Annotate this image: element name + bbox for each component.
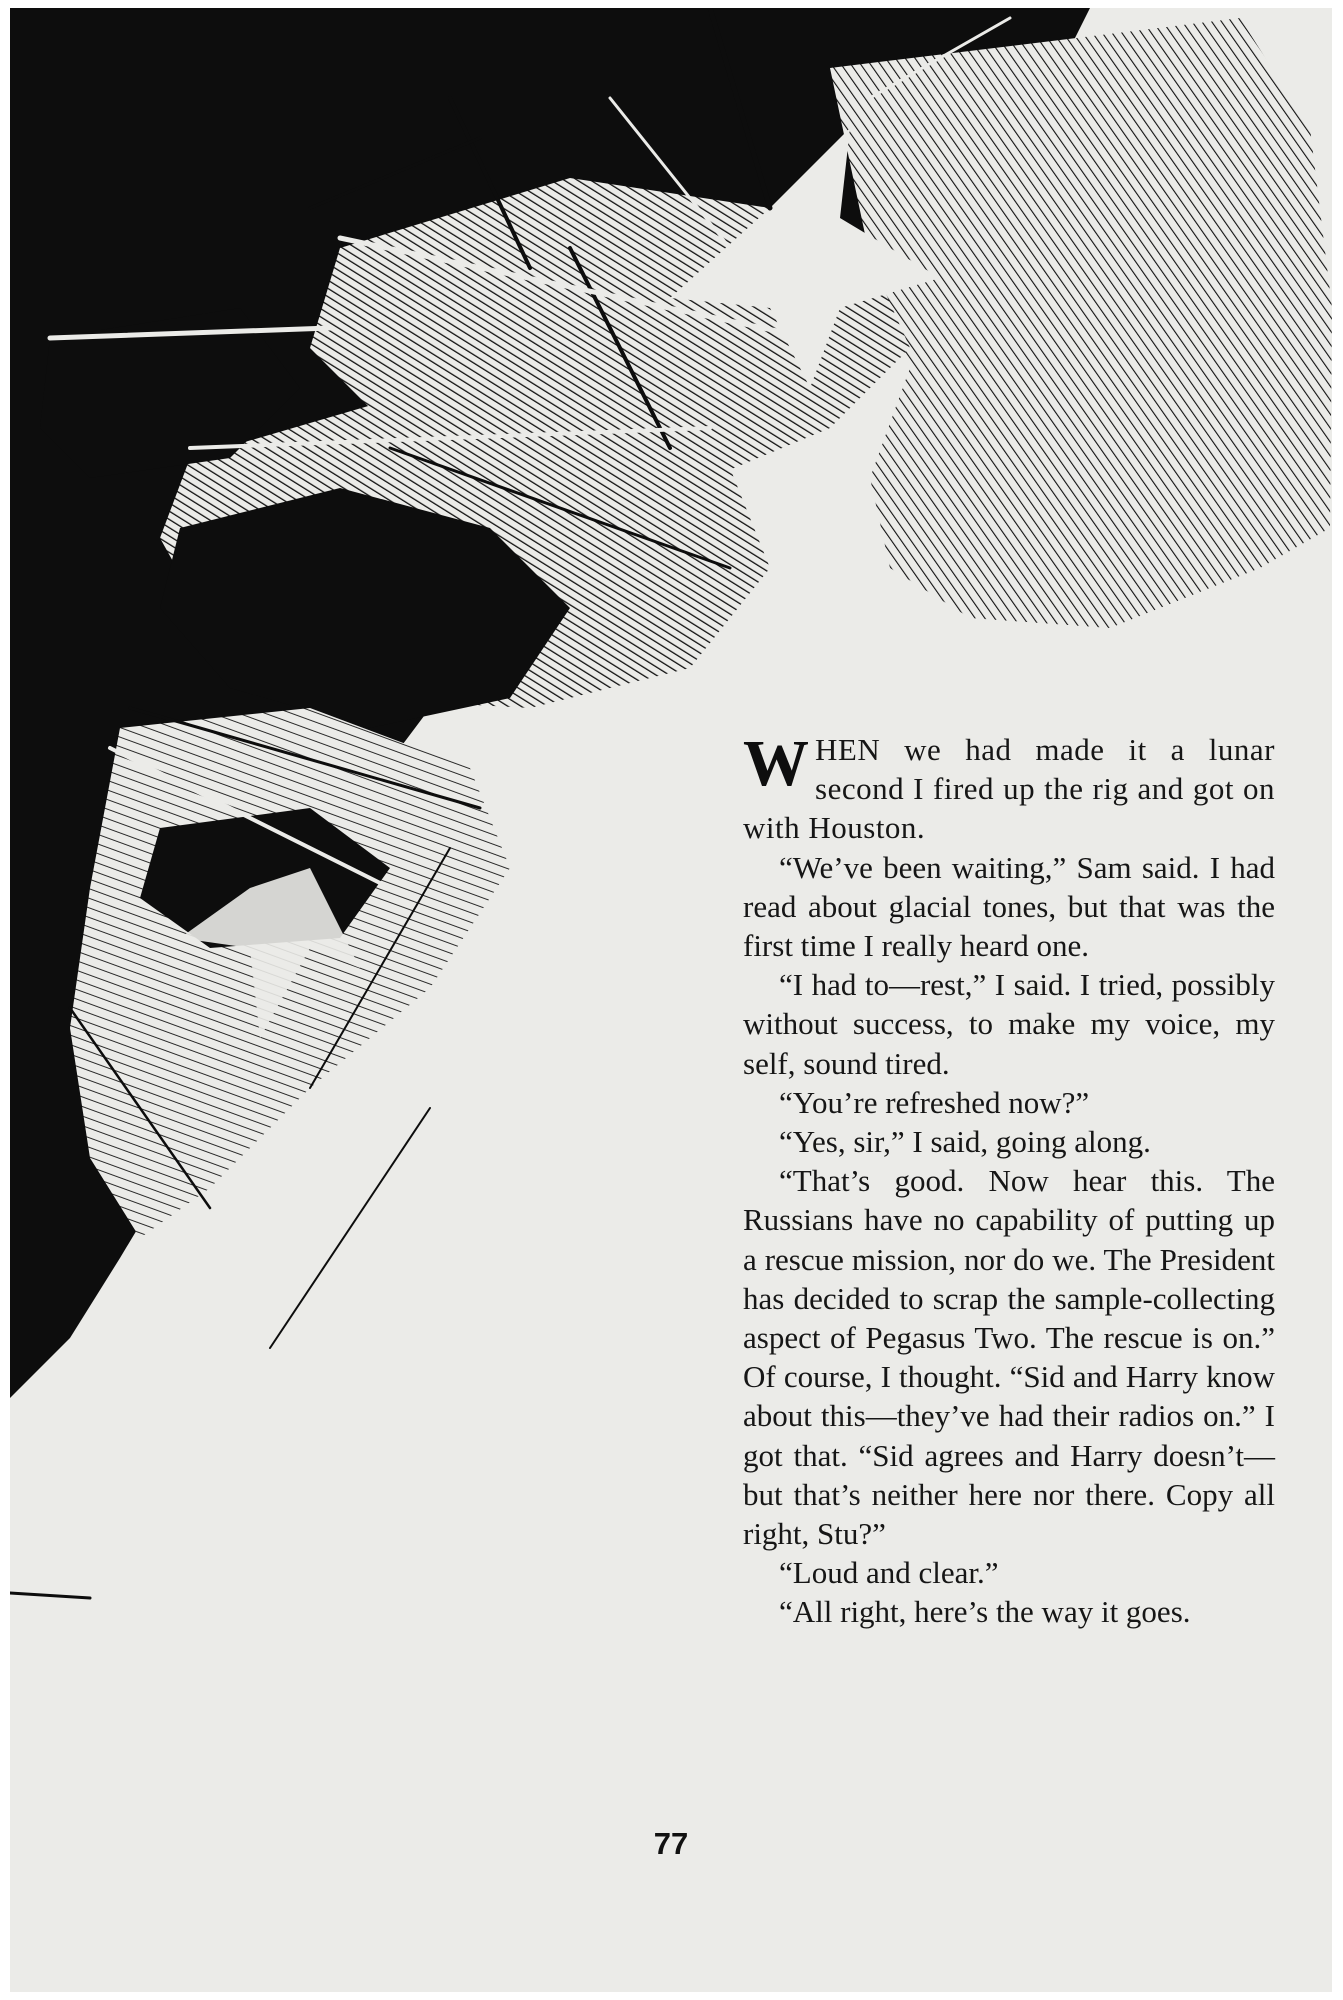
story-paragraph: “We’ve been waiting,” Sam said. I had read about glacial tones, but that was the first time I really heard one. xyxy=(743,849,1275,964)
story-paragraph: “Loud and clear.” xyxy=(779,1555,999,1591)
story-paragraph: “That’s good. Now hear this. The Russians have no capability of putting up a rescue mission, nor do we. The President has decided to scrap the sample-collecting aspect of Pegasus Two. The rescue is on.” Of course, I thought. “Sid and Harry know about this—they’ve had their radios on.” I got that. “Sid agrees and Harry doesn’t—but that’s neither here nor there. Copy all right, Stu?” xyxy=(743,1163,1275,1552)
opening-text: HEN we had made it a lunar second I fired up the rig and got on with Houston. xyxy=(743,732,1275,846)
story-paragraph: “All right, here’s the way it goes. xyxy=(779,1594,1191,1630)
opening-paragraph xyxy=(743,727,1275,848)
book-page xyxy=(10,8,1332,1992)
drop-cap: W xyxy=(743,727,809,800)
story-text xyxy=(743,727,1275,1632)
hatched-rays-upper-right xyxy=(830,18,1332,628)
story-paragraph: “I had to—rest,” I said. I tried, possibly without success, to make my voice, my self, sound tired. xyxy=(743,967,1275,1081)
page-number: 77 xyxy=(653,1826,689,1861)
story-paragraph: “You’re refreshed now?” xyxy=(779,1084,1090,1120)
story-paragraph: “Yes, sir,” I said, going along. xyxy=(779,1124,1151,1160)
